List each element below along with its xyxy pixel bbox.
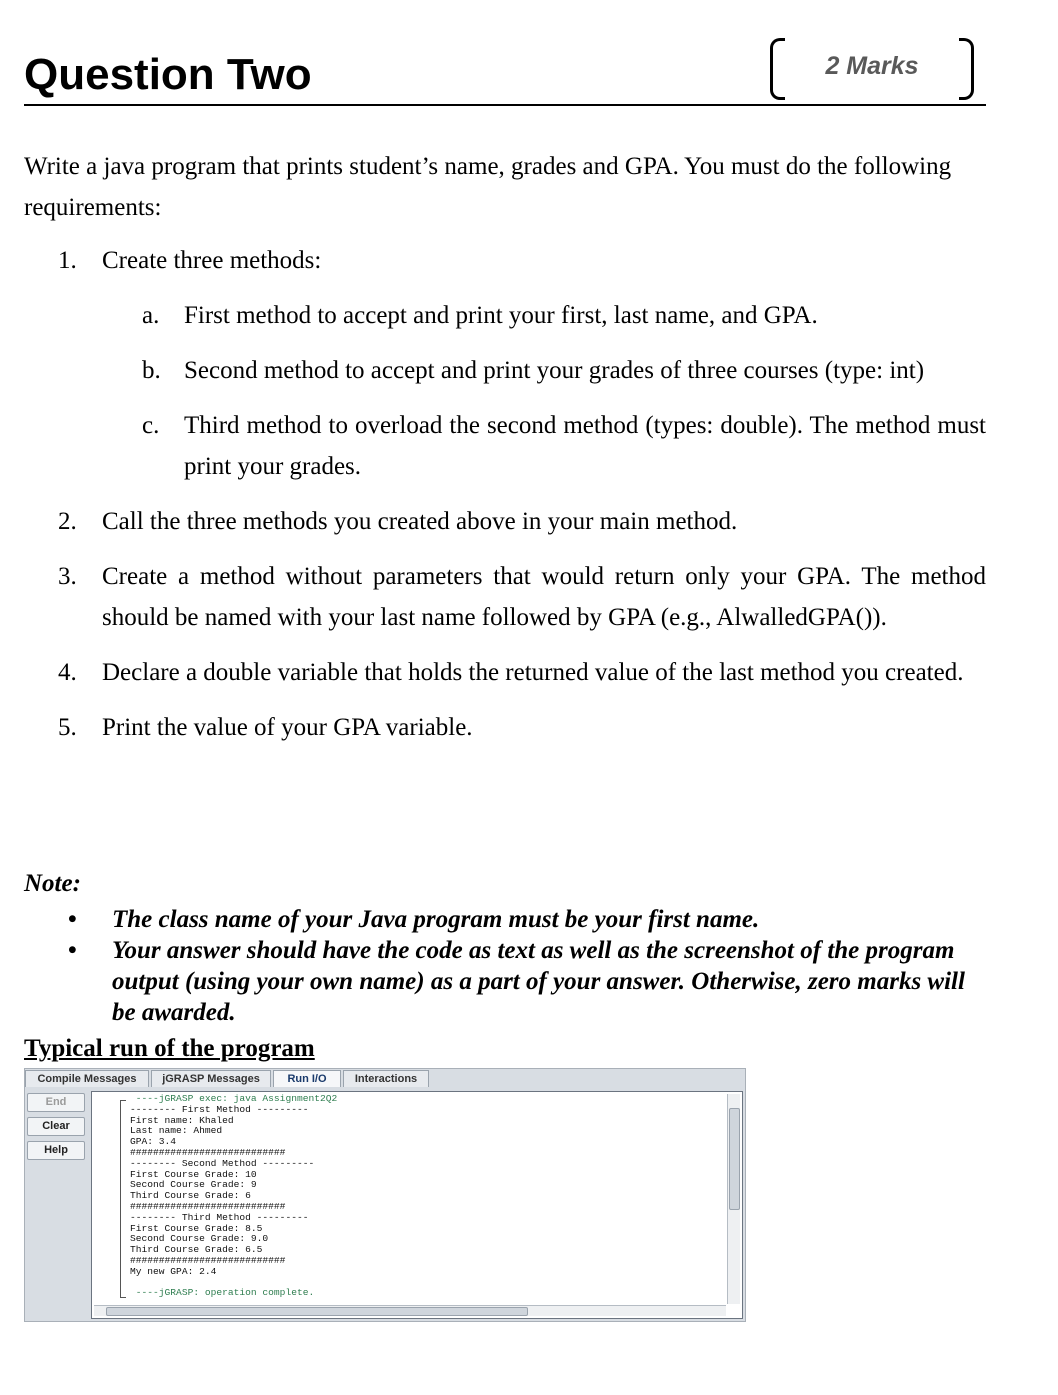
marks-label: 2 Marks: [825, 52, 919, 80]
requirement-item: [24, 652, 986, 693]
clear-button[interactable]: Clear: [27, 1117, 85, 1136]
tab-interactions[interactable]: Interactions: [343, 1070, 429, 1087]
sub-requirement-letter: a.: [142, 302, 160, 329]
output-line: ###########################: [130, 1146, 286, 1158]
requirement-text: Call the three methods you created above in your main method.: [102, 508, 738, 535]
note-text: Your answer should have the code as text as well as the screenshot of the program output (using your own name) as a part of your answer. Otherwise, zero marks will be awarded.: [112, 937, 965, 1026]
requirement-text: Declare a double variable that holds the returned value of the last method you created.: [102, 659, 964, 686]
requirement-number: 3.: [58, 563, 77, 590]
tab-compile-messages[interactable]: Compile Messages: [25, 1070, 149, 1087]
output-line: -------- Second Method ---------: [130, 1157, 315, 1169]
requirement-item: [24, 707, 986, 748]
requirement-number: 2.: [58, 508, 77, 535]
horizontal-scrollbar[interactable]: [94, 1305, 726, 1316]
sub-requirement-item: [24, 295, 986, 336]
output-line: My new GPA: 2.4: [130, 1265, 217, 1277]
run-io-console[interactable]: [91, 1091, 743, 1319]
requirements-list: [24, 240, 986, 748]
output-line: ###########################: [130, 1200, 286, 1212]
note-title: Note:: [24, 870, 81, 897]
end-button[interactable]: End: [27, 1093, 85, 1112]
requirement-number: 1.: [58, 247, 77, 274]
output-line: Second Course Grade: 9: [130, 1179, 257, 1191]
requirement-text: Create a method without parameters that would return only your GPA. The method should be named with your last name followed by GPA (e.g., AlwalledGPA()).: [102, 563, 986, 631]
intro-paragraph: Write a java program that prints student’s name, grades and GPA. You must do the following requirements:: [24, 153, 952, 221]
tab-jgrasp-messages[interactable]: jGRASP Messages: [151, 1070, 271, 1087]
question-header: [24, 40, 986, 106]
help-button[interactable]: Help: [27, 1141, 85, 1160]
note-text: The class name of your Java program must be your first name.: [112, 906, 760, 933]
output-line: Second Course Grade: 9.0: [130, 1233, 269, 1245]
console-output: [130, 1094, 337, 1299]
vertical-scrollbar[interactable]: [727, 1094, 740, 1304]
output-line: First name: Khaled: [130, 1114, 234, 1126]
output-bracket: [120, 1100, 126, 1298]
output-line: First Course Grade: 8.5: [130, 1222, 263, 1234]
output-line: Third Course Grade: 6: [130, 1190, 251, 1202]
requirement-item: [24, 501, 986, 542]
exec-line: ----jGRASP exec: java Assignment2Q2: [130, 1093, 338, 1104]
sub-requirement-item: [24, 405, 986, 487]
requirement-text: Create three methods:: [102, 247, 322, 274]
requirement-number: 4.: [58, 659, 77, 686]
sub-requirement-letter: b.: [142, 357, 161, 384]
question-title: Question Two: [24, 50, 312, 99]
tab-run-io[interactable]: Run I/O: [273, 1070, 341, 1087]
note-list: [24, 904, 986, 1028]
sub-requirement-item: [24, 350, 986, 391]
bullet-icon: •: [68, 906, 77, 933]
requirement-number: 5.: [58, 714, 77, 741]
output-line: First Course Grade: 10: [130, 1168, 257, 1180]
sub-requirement-letter: c.: [142, 412, 160, 439]
vertical-scroll-thumb[interactable]: [729, 1108, 740, 1210]
requirement-item: [24, 556, 986, 638]
jgrasp-output-panel: [24, 1068, 746, 1322]
typical-run-title: Typical run of the program: [24, 1035, 315, 1062]
note-item: [24, 904, 986, 935]
note-item: [24, 935, 986, 1028]
bullet-icon: •: [68, 937, 77, 964]
output-line: Last name: Ahmed: [130, 1125, 223, 1137]
sub-requirement-text: Third method to overload the second method (types: double). The method must print your grades.: [184, 412, 986, 480]
marks-box: [770, 38, 974, 100]
sub-requirement-text: Second method to accept and print your grades of three courses (type: int): [184, 357, 925, 384]
output-line: -------- First Method ---------: [130, 1103, 309, 1115]
sub-requirement-text: First method to accept and print your first, last name, and GPA.: [184, 302, 818, 329]
right-bracket: [959, 38, 974, 100]
requirement-text: Print the value of your GPA variable.: [102, 714, 473, 741]
requirement-item: [24, 240, 986, 281]
output-line: Third Course Grade: 6.5: [130, 1244, 263, 1256]
output-line: -------- Third Method ---------: [130, 1211, 309, 1223]
horizontal-scroll-thumb[interactable]: [106, 1307, 528, 1316]
output-line: ###########################: [130, 1254, 286, 1266]
output-line: GPA: 3.4: [130, 1136, 177, 1148]
complete-line: ----jGRASP: operation complete.: [130, 1287, 315, 1299]
